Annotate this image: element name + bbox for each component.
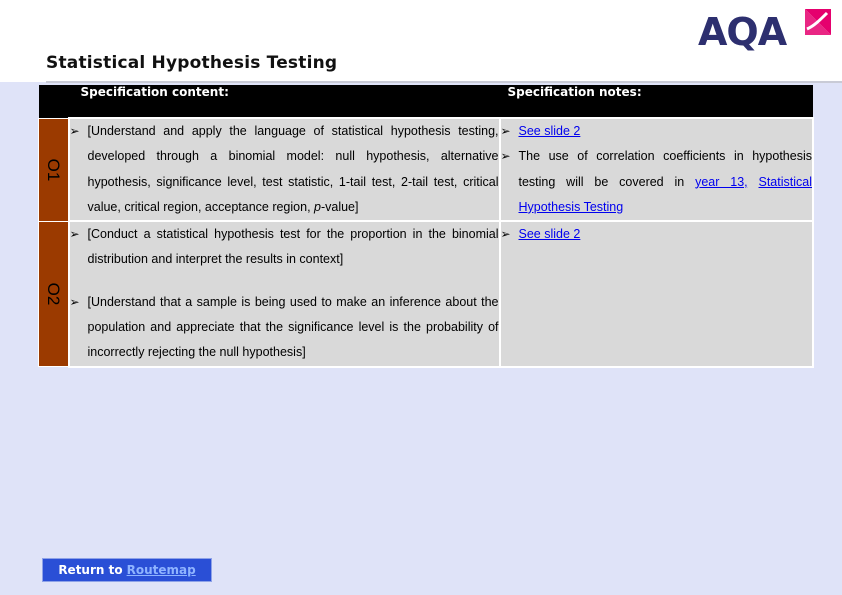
page-title: Statistical Hypothesis Testing xyxy=(46,53,338,73)
aqa-swoosh-icon xyxy=(802,8,832,38)
list-item xyxy=(501,144,813,220)
list-item xyxy=(501,222,813,247)
row-code-label: O2 xyxy=(44,282,64,306)
arrow-bullet-icon: ➢ xyxy=(69,124,80,138)
row-code-cell xyxy=(39,118,69,221)
specification-table xyxy=(38,85,814,368)
notes-text: The use of correlation coefficients in hypothesis testing will be covered in year 13, Statistical Hypothesis Testing xyxy=(518,149,812,214)
content-cell xyxy=(69,118,500,221)
list-item xyxy=(70,222,499,273)
slide-header xyxy=(0,0,842,82)
content-text: [Understand that a sample is being used to make an inference about the population and appreciate that the significance level is the probability of incorrectly rejecting the null hypothesis] xyxy=(87,294,499,360)
header-divider xyxy=(46,81,842,83)
table-header-row xyxy=(39,85,814,118)
see-slide-link[interactable]: See slide 2 xyxy=(518,124,581,138)
notes-cell xyxy=(500,118,814,221)
content-column-header: Specification content: xyxy=(69,85,500,118)
list-item xyxy=(501,119,813,144)
table-row xyxy=(39,118,814,221)
arrow-bullet-icon: ➢ xyxy=(500,124,511,138)
arrow-bullet-icon: ➢ xyxy=(500,149,511,164)
statistical-hypothesis-testing-link[interactable]: Statistical Hypothesis Testing xyxy=(518,174,812,214)
row-code-cell xyxy=(39,221,69,366)
table-row xyxy=(39,221,814,366)
list-item xyxy=(70,290,499,366)
list-item xyxy=(70,119,499,220)
code-header-cell xyxy=(39,85,69,118)
notes-column-header: Specification notes: xyxy=(500,85,814,118)
logo-text: AQA xyxy=(698,10,787,54)
aqa-logo xyxy=(698,8,832,56)
row-code-label: O1 xyxy=(44,158,64,181)
arrow-bullet-icon: ➢ xyxy=(500,227,511,242)
arrow-bullet-icon: ➢ xyxy=(69,294,80,309)
content-text: [Understand and apply the language of statistical hypothesis testing, developed through a binomial model: null hypothesis, alternative hypothesis, significance level, test statistic, 1-tail test, 2-tail test, critical value, critical region, acceptance region, p-value] xyxy=(87,124,499,214)
arrow-bullet-icon: ➢ xyxy=(69,227,80,242)
return-to-routemap-button[interactable] xyxy=(42,558,212,582)
content-cell xyxy=(69,221,500,366)
see-slide-link[interactable]: See slide 2 xyxy=(518,227,581,242)
year-13-link[interactable]: year 13, xyxy=(695,174,748,189)
content-text: [Conduct a statistical hypothesis test for the proportion in the binomial distribution and interpret the results in context] xyxy=(87,227,499,267)
routemap-link[interactable]: Routemap xyxy=(126,563,196,577)
notes-cell xyxy=(500,221,814,366)
return-label: Return to xyxy=(58,563,123,577)
